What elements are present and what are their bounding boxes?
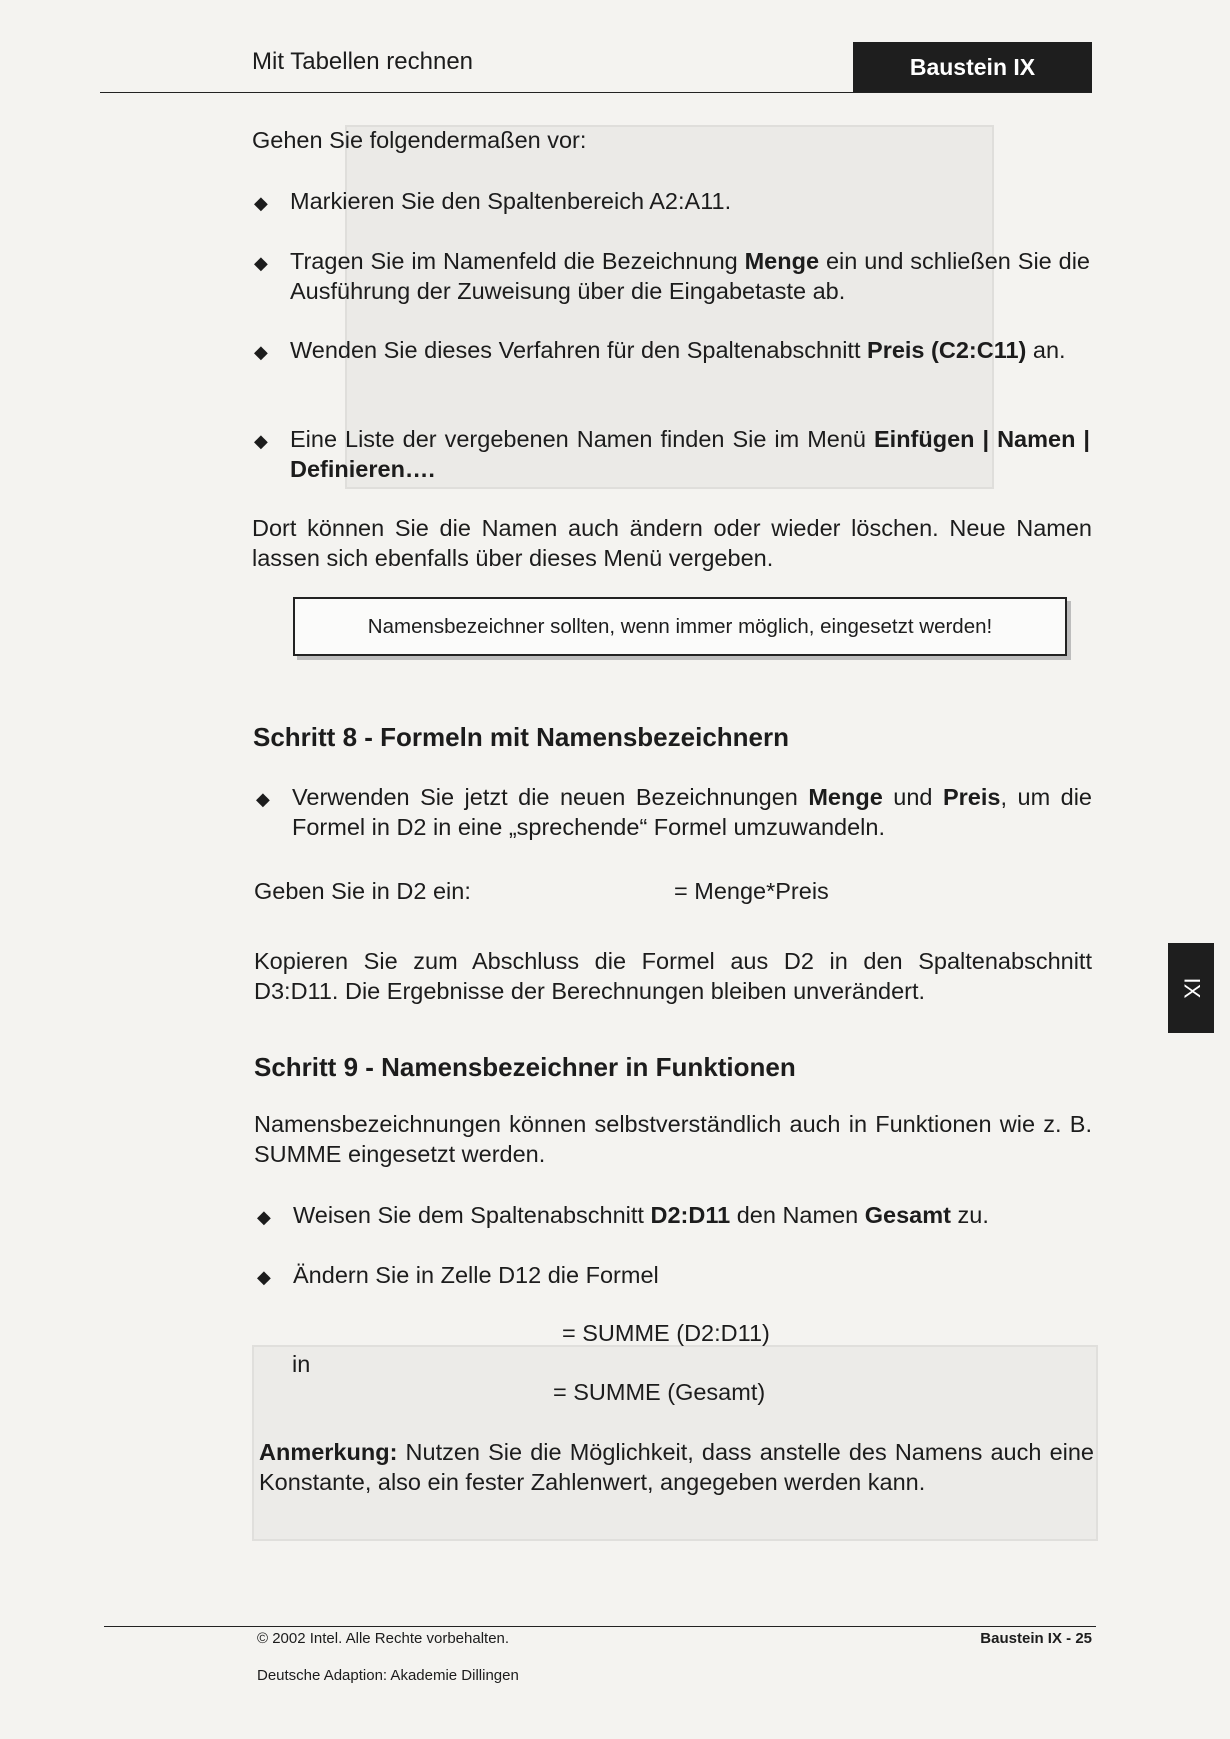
heading-step-9: Schritt 9 - Namensbezeichner in Funktionen [254,1052,796,1082]
note-paragraph: Anmerkung: Nutzen Sie die Möglichkeit, dass anstelle des Namens auch eine Konstante, also ein fester Zahlenwert, angegeben werden kann. [259,1439,1094,1495]
formula-menge-preis: = Menge*Preis [674,878,829,904]
bullet-diamond-icon: ◆ [256,789,270,809]
bullet-name-list: Eine Liste der vergebenen Namen finden Sie im Menü Einfügen | Namen | Definieren…. [290,426,1090,482]
bullet-diamond-icon: ◆ [257,1267,271,1287]
bullet-change-formula: Ändern Sie in Zelle D12 die Formel [293,1262,659,1288]
para-rename-names: Dort können Sie die Namen auch ändern oder wieder löschen. Neue Namen lassen sich ebenfalls über dieses Menü vergeben. [252,515,1092,571]
input-label: Geben Sie in D2 ein: [254,878,471,904]
chapter-side-tab: IX [1168,943,1214,1033]
para-copy-formula: Kopieren Sie zum Abschluss die Formel aus D2 in den Spaltenabschnitt D3:D11. Die Ergebnisse der Berechnungen bleiben unverändert. [254,948,1092,1004]
footer-page-number: Baustein IX - 25 [980,1630,1092,1647]
chapter-badge: Baustein IX [853,42,1092,92]
notice-box: Namensbezeichner sollten, wenn immer möglich, eingesetzt werden! [293,597,1067,656]
bullet-diamond-icon: ◆ [254,342,268,362]
bullet-diamond-icon: ◆ [254,253,268,273]
para-names-in-functions: Namensbezeichnungen können selbstverständlich auch in Funktionen wie z. B. SUMME eingesetzt werden. [254,1111,1092,1167]
bullet-diamond-icon: ◆ [257,1207,271,1227]
bullet-assign-gesamt: Weisen Sie dem Spaltenabschnitt D2:D11 den Namen Gesamt zu. [293,1202,989,1228]
bullet-apply-price: Wenden Sie dieses Verfahren für den Spaltenabschnitt Preis (C2:C11) an. [290,337,1066,363]
footer-copyright: © 2002 Intel. Alle Rechte vorbehalten. [257,1630,510,1647]
footer-adaption: Deutsche Adaption: Akademie Dillingen [257,1667,519,1684]
formula-new: = SUMME (Gesamt) [553,1379,766,1405]
bullet-diamond-icon: ◆ [254,431,268,451]
footer-divider [104,1626,1096,1627]
bullet-use-names: Verwenden Sie jetzt die neuen Bezeichnungen Menge und Preis, um die Formel in D2 in eine „sprechende“ Formel umzuwandeln. [292,784,1093,840]
heading-step-8: Schritt 8 - Formeln mit Namensbezeichnern [253,722,790,752]
intro-text: Gehen Sie folgendermaßen vor: [252,127,587,153]
header-divider [100,92,1092,93]
label-in: in [292,1351,311,1377]
bullet-mark-range: Markieren Sie den Spaltenbereich A2:A11. [290,188,732,214]
page-header-title: Mit Tabellen rechnen [252,48,474,75]
bullet-name-field: Tragen Sie im Namenfeld die Bezeichnung Menge ein und schließen Sie die Ausführung der Zuweisung über die Eingabetaste ab. [290,248,1090,304]
formula-old: = SUMME (D2:D11) [562,1320,770,1346]
bullet-diamond-icon: ◆ [254,193,268,213]
